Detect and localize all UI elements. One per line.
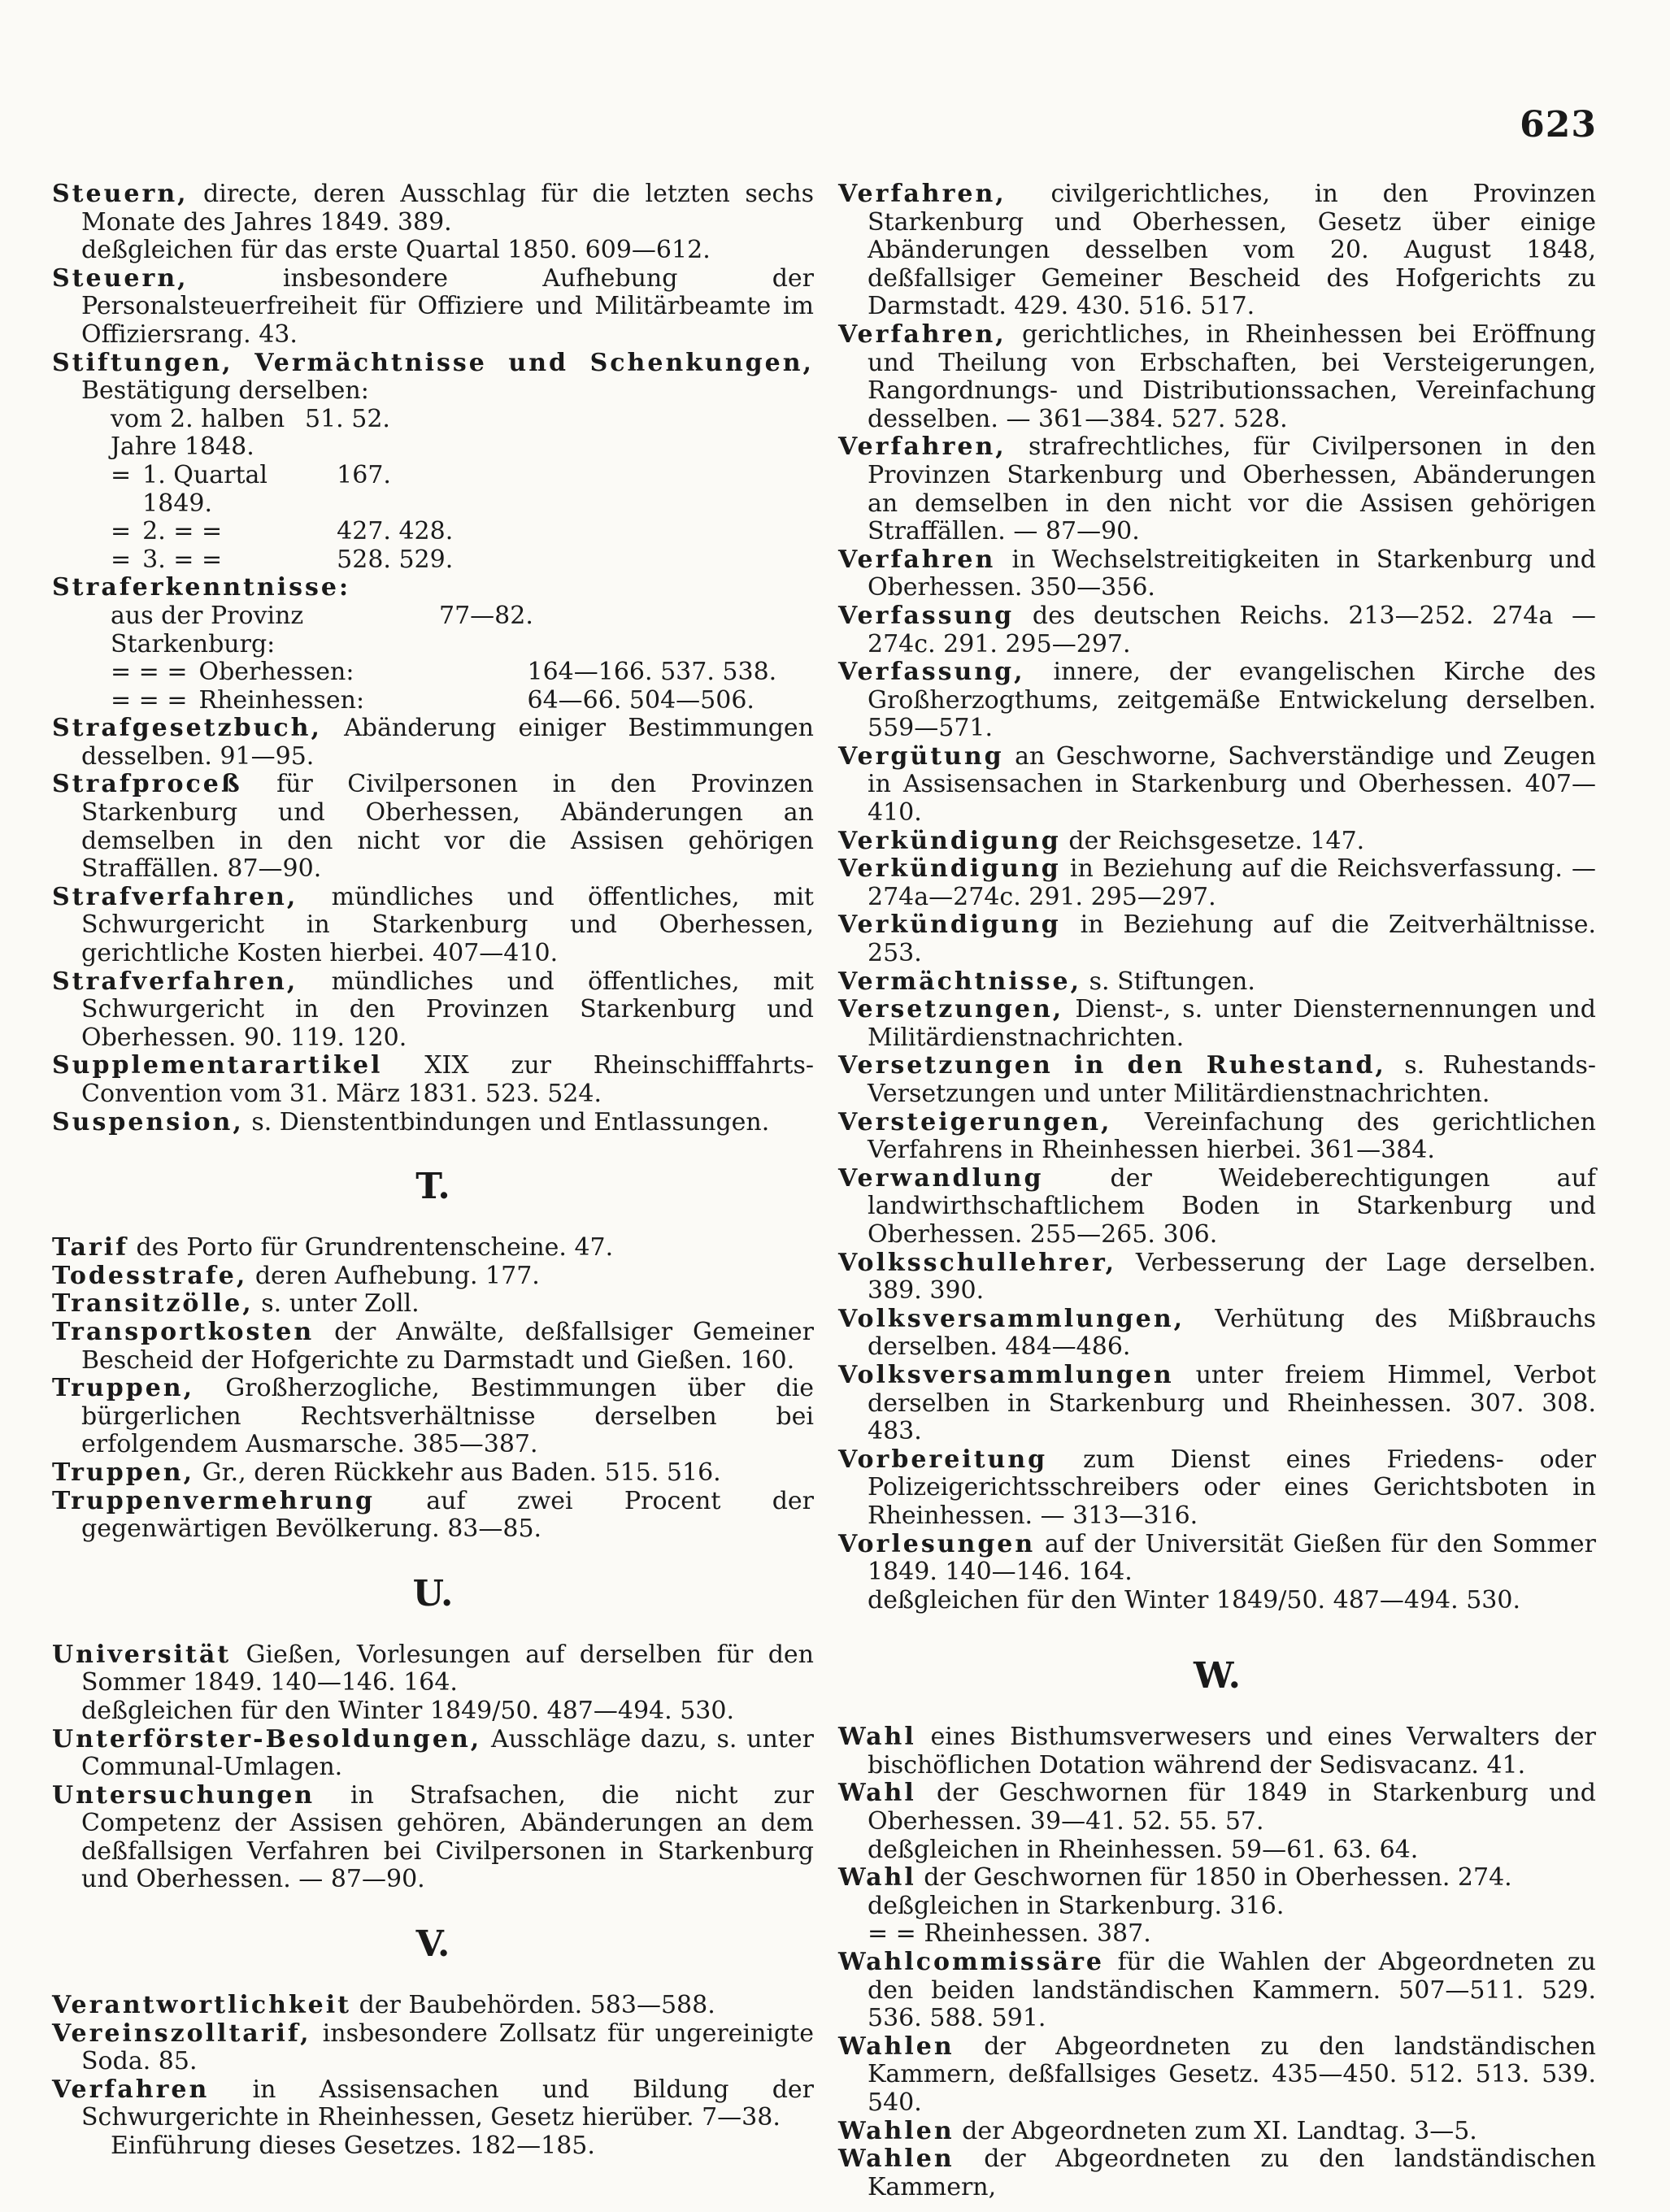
entry-text: eines Bisthumsverwesers und eines Verwalters der bischöflichen Dotation während der Sedisvacanz. 41. (868, 1723, 1596, 1780)
entry-continuation: deßgleichen in Rheinhessen. 59—61. 63. 64. (868, 1835, 1419, 1864)
entry-headword: Unterförster-Besoldungen, (52, 1724, 482, 1754)
index-entry (52, 1726, 814, 1782)
sub-entry-label: vom 2. halben Jahre 1848. (111, 404, 285, 462)
index-entry (838, 2033, 1596, 2118)
entry-headword: Vereinszolltarif, (52, 2019, 311, 2048)
entry-headword: Wahlen (838, 2116, 955, 2145)
entry-headword: Verfahren, (838, 432, 1007, 462)
ditto-marks: = (111, 460, 132, 489)
entry-continuation: deßgleichen für den Winter 1849/50. 487—494. 530. (868, 1585, 1520, 1614)
index-entry (52, 715, 814, 771)
entry-text: in Beziehung auf die Zeitverhältnisse. 253. (868, 910, 1596, 968)
sub-entry-pages: 167. (337, 460, 391, 489)
index-entry (52, 884, 814, 968)
entry-headword: Wahlcommissäre (838, 1948, 1104, 1977)
section-letter-u: U. (412, 1572, 454, 1614)
entry-headword: Suspension, (52, 1107, 244, 1136)
entry-headword: Untersuchungen (52, 1780, 315, 1810)
entry-text: gerichtliches, in Rheinhessen bei Eröffnung und Theilung von Erbschaften, bei Versteigerungen, Rangordnungs- und Distributionssachen, Vereinfachung desselben. — 361—384. 527. 528. (868, 319, 1596, 433)
entry-text: Verbesserung der Lage derselben. 389. 390. (868, 1248, 1596, 1306)
index-entry (838, 321, 1596, 433)
sub-entry-pages: 77—82. (439, 601, 533, 630)
index-entry (52, 574, 814, 602)
index-entry (838, 1165, 1596, 1249)
entry-continuation: deßgleichen in Starkenburg. 316. (868, 1891, 1285, 1920)
entry-text: XIX zur Rheinschifffahrts-Convention vom 31. März 1831. 523. 524. (81, 1051, 814, 1108)
index-entry (838, 1306, 1596, 1362)
entry-text: zum Dienst eines Friedens- oder Polizeigerichtsschreibers oder eines Gerichtsboten in Rheinhessen. — 313—316. (868, 1445, 1596, 1530)
index-entry (52, 1459, 814, 1488)
sub-entry-pages: 528. 529. (337, 545, 454, 574)
entry-headword: Verfassung (838, 601, 1015, 630)
entry-text: strafrechtliches, für Civilpersonen in den Provinzen Starkenburg und Oberhessen, Abänderungen an demselben in den nicht vor die Assisen gehörigen Straffällen. — 87—90. (868, 432, 1596, 546)
sub-entry (52, 518, 814, 546)
entry-headword: Verfahren (52, 2075, 210, 2104)
entry-headword: Transitzölle, (52, 1289, 254, 1319)
entry-text: innere, der evangelischen Kirche des Großherzogthums, zeitgemäße Entwickelung derselben. 559—571. (868, 658, 1596, 743)
entry-headword: Verfahren (838, 545, 996, 574)
entry-headword: Verwandlung (838, 1163, 1044, 1193)
entry-text: Abänderung einiger Bestimmungen desselben. 91—95. (81, 714, 814, 771)
entry-headword: Volksversammlungen, (838, 1304, 1185, 1333)
entry-headword: Versetzungen in den Ruhestand, (838, 1051, 1386, 1080)
index-entry (838, 433, 1596, 545)
page-number: 623 (1520, 104, 1597, 146)
entry-text: Gr., deren Rückkehr aus Baden. 515. 516. (194, 1458, 721, 1487)
sub-entry (52, 546, 814, 575)
entry-continuation: deßgleichen für den Winter 1849/50. 487—494. 530. (81, 1696, 734, 1725)
entry-headword: Verfahren, (838, 180, 1007, 208)
index-entry (838, 1362, 1596, 1446)
ditto-marks: = = = (111, 658, 188, 687)
index-entry (52, 1052, 814, 1108)
index-entry (838, 546, 1596, 602)
entry-text: in Beziehung auf die Reichsverfassung. — 274a—274c. 291. 295—297. (868, 854, 1596, 911)
entry-text: in Assisensachen und Bildung der Schwurgerichte in Rheinhessen, Gesetz hierüber. 7—38. (81, 2075, 814, 2132)
entry-headword: Supplementarartikel (52, 1051, 383, 1080)
entry-headword: Verfahren, (838, 319, 1007, 349)
section-letter-v: V. (415, 1923, 450, 1966)
index-entry (52, 1109, 814, 1137)
index-entry (52, 265, 814, 350)
entry-text: der Reichsgesetze. 147. (1060, 826, 1365, 855)
entry-text: unter freiem Himmel, Verbot derselben in Starkenburg und Rheinhessen. 307. 308. 483. (868, 1360, 1596, 1446)
entry-text: civilgerichtliches, in den Provinzen Starkenburg und Oberhessen, Gesetz über einige Abänderungen desselben vom 20. August 1848, deßfallsiger Gemeiner Bescheid des Hofgerichts zu Darmstadt. 429. 430. 516. 517. (868, 180, 1596, 321)
entry-text: insbesondere Zollsatz für ungereinigte Soda. 85. (81, 2019, 814, 2076)
entry-headword: Wahlen (838, 2032, 955, 2061)
entry-text: der Baubehörden. 583—588. (351, 1991, 715, 2020)
entry-text: des Porto für Grundrentenscheine. 47. (128, 1233, 614, 1262)
index-entry (838, 658, 1596, 743)
entry-text: s. Stiftungen. (1081, 967, 1255, 996)
index-entry (52, 1290, 814, 1319)
entry-text: Vereinfachung des gerichtlichen Verfahrens in Rheinhessen hierbei. 361—384. (868, 1107, 1596, 1165)
index-entry (52, 350, 814, 406)
section-letter-w: W. (1194, 1655, 1241, 1697)
sub-entry (52, 658, 814, 687)
index-entry (838, 911, 1596, 967)
entry-text: directe, deren Ausschlag für die letzten sechs Monate des Jahres 1849. 389. (81, 180, 814, 237)
entry-headword: Stiftungen, Vermächtnisse und Schenkungen, (52, 348, 814, 377)
entry-text: Dienst-, s. unter Diensternennungen und Militärdienstnachrichten. (868, 995, 1596, 1052)
entry-text: Verhütung des Mißbrauchs derselben. 484—486. (868, 1304, 1596, 1362)
index-entry (52, 1375, 814, 1459)
index-entry (838, 743, 1596, 828)
sub-entry-pages: 64—66. 504—506. (527, 685, 755, 715)
entry-headword: Truppen, (52, 1458, 195, 1487)
entry-continuation: Einführung dieses Gesetzes. 182—185. (111, 2132, 595, 2161)
index-entry (838, 1249, 1596, 1306)
index-entry (52, 2020, 814, 2076)
entry-continuation: = = Rheinhessen. 387. (868, 1919, 1151, 1949)
entry-headword: Vorlesungen (838, 1529, 1036, 1558)
sub-entry-label: 1. Quartal 1849. (142, 460, 267, 518)
index-entry (52, 1488, 814, 1544)
entry-headword: Versteigerungen, (838, 1107, 1112, 1136)
sub-entry (52, 462, 814, 518)
entry-text: des deutschen Reichs. 213—252. 274a — 274c. 291. 295—297. (868, 601, 1596, 658)
index-entry (52, 1641, 814, 1697)
left-column (52, 180, 814, 2161)
entry-continuation: deßgleichen für das erste Quartal 1850. 609—612. (81, 236, 711, 265)
index-entry (838, 1446, 1596, 1531)
section-letter-t: T. (415, 1166, 450, 1208)
entry-headword: Vorbereitung (838, 1445, 1048, 1474)
entry-headword: Verkündigung (838, 826, 1061, 855)
entry-text: an Geschworne, Sachverständige und Zeugen in Assisensachen in Starkenburg und Oberhessen. 407—410. (868, 741, 1596, 828)
entry-headword: Strafverfahren, (52, 882, 298, 911)
entry-headword: Volksversammlungen (838, 1360, 1174, 1389)
index-entry (838, 1780, 1596, 1836)
sub-entry-label: Oberhessen: (198, 658, 354, 687)
sub-entry-pages: 164—166. 537. 538. (527, 658, 777, 687)
index-entry (838, 968, 1596, 997)
sub-entry (52, 687, 814, 715)
entry-text: Bestätigung derselben: (81, 376, 369, 406)
entry-headword: Todesstrafe, (52, 1261, 248, 1290)
index-entry (838, 1949, 1596, 2033)
index-entry (838, 828, 1596, 856)
sub-entry (52, 602, 814, 658)
entry-text: auf zwei Procent der gegenwärtigen Bevölkerung. 83—85. (81, 1486, 814, 1544)
entry-headword: Wahl (838, 1723, 916, 1752)
index-entry (52, 771, 814, 883)
entry-text: auf der Universität Gießen für den Sommer 1849. 140—146. 164. (868, 1529, 1596, 1587)
index-entry (838, 2145, 1596, 2201)
entry-text: deren Aufhebung. 177. (247, 1261, 540, 1290)
entry-headword: Wahl (838, 1779, 916, 1808)
entry-text: s. Ruhestands-Versetzungen und unter Militärdienstnachrichten. (868, 1051, 1596, 1108)
entry-text: insbesondere Aufhebung der Personalsteuerfreiheit für Offiziere und Militärbeamte im Offiziersrang. 43. (81, 263, 814, 349)
entry-headword: Versetzungen, (838, 995, 1064, 1024)
sub-entry-label: Rheinhessen: (198, 685, 365, 715)
index-entry (838, 1052, 1596, 1108)
entry-text: Gießen, Vorlesungen auf derselben für den Sommer 1849. 140—146. 164. (81, 1640, 814, 1697)
entry-text: mündliches und öffentliches, mit Schwurgericht in Starkenburg und Oberhessen, gerichtliche Kosten hierbei. 407—410. (81, 882, 814, 968)
entry-headword: Steuern, (52, 180, 189, 208)
ditto-marks: = (111, 545, 132, 574)
entry-headword: Universität (52, 1640, 232, 1669)
index-entry (838, 855, 1596, 911)
entry-text: s. unter Zoll. (253, 1289, 420, 1319)
index-entry (52, 1262, 814, 1291)
entry-headword: Verfassung, (838, 658, 1025, 687)
sub-entry-label: 2. = = (142, 517, 223, 546)
entry-text: in Wechselstreitigkeiten in Starkenburg und Oberhessen. 350—356. (868, 545, 1596, 602)
index-entry (52, 1992, 814, 2020)
entry-headword: Strafverfahren, (52, 967, 298, 996)
entry-text: für die Wahlen der Abgeordneten zu den beiden landständischen Kammern. 507—511. 529. 536. 588. 591. (868, 1948, 1596, 2033)
index-entry (52, 2076, 814, 2132)
entry-headword: Vergütung (838, 741, 1004, 771)
entry-text: in Strafsachen, die nicht zur Competenz der Assisen gehören, Abänderungen an dem deßfallsigen Verfahren bei Civilpersonen in Starkenburg und Oberhessen. — 87—90. (81, 1780, 814, 1894)
index-entry (52, 1234, 814, 1262)
index-entry (52, 180, 814, 237)
entry-text: der Geschwornen für 1850 in Oberhessen. 274. (915, 1863, 1512, 1893)
right-column (838, 180, 1596, 2201)
entry-headword: Verkündigung (838, 854, 1061, 884)
entry-headword: Truppenvermehrung (52, 1486, 375, 1515)
entry-headword: Strafgesetzbuch, (52, 714, 322, 743)
index-entry (838, 1531, 1596, 1587)
index-entry (52, 1782, 814, 1894)
ditto-marks: = = = (111, 685, 188, 715)
entry-headword: Strafproceß (52, 770, 242, 799)
index-entry (838, 2118, 1596, 2146)
entry-text: mündliches und öffentliches, mit Schwurgericht in den Provinzen Starkenburg und Oberhessen. 90. 119. 120. (81, 967, 814, 1052)
entry-text: der Abgeordneten zum XI. Landtag. 3—5. (954, 2116, 1477, 2145)
index-entry (838, 602, 1596, 658)
entry-headword: Verkündigung (838, 910, 1061, 940)
entry-headword: Truppen, (52, 1374, 195, 1403)
entry-headword: Transportkosten (52, 1317, 315, 1346)
entry-text: der Abgeordneten zu den landständischen Kammern, deßfallsiges Gesetz. 435—450. 512. 513. 539. 540. (868, 2032, 1596, 2117)
entry-headword: Wahl (838, 1863, 916, 1893)
index-entry (838, 1109, 1596, 1165)
ditto-marks: = (111, 517, 132, 546)
entry-text: Großherzogliche, Bestimmungen über die bürgerlichen Rechtsverhältnisse derselben bei erfolgendem Ausmarsche. 385—387. (81, 1374, 814, 1459)
entry-headword: Vermächtnisse, (838, 967, 1082, 996)
entry-text: s. Dienstentbindungen und Entlassungen. (243, 1107, 770, 1136)
index-entry (838, 180, 1596, 321)
sub-entry (52, 406, 814, 462)
entry-text: der Anwälte, deßfallsiger Gemeiner Bescheid der Hofgerichte zu Darmstadt und Gießen. 160. (81, 1317, 814, 1375)
sub-entry-label: 3. = = (142, 545, 223, 574)
entry-headword: Tarif (52, 1233, 128, 1262)
sub-entry-pages: 427. 428. (337, 517, 454, 546)
entry-text: der Geschwornen für 1849 in Starkenburg und Oberhessen. 39—41. 52. 55. 57. (868, 1779, 1596, 1836)
index-entry (52, 1319, 814, 1375)
index-entry (838, 996, 1596, 1052)
index-entry (838, 1723, 1596, 1780)
entry-text: Ausschläge dazu, s. unter Communal-Umlagen. (81, 1724, 814, 1782)
entry-headword: Steuern, (52, 263, 189, 293)
entry-headword: Wahlen (838, 2145, 955, 2174)
sub-entry-label: aus der Provinz Starkenburg: (111, 601, 304, 658)
sub-entry-pages: 51. 52. (305, 404, 390, 433)
entry-text: für Civilpersonen in den Provinzen Starkenburg und Oberhessen, Abänderungen an demselben in den nicht vor die Assisen gehörigen Straffällen. 87—90. (81, 770, 814, 884)
entry-text: der Abgeordneten zu den landständischen Kammern, (868, 2145, 1596, 2201)
entry-headword: Volksschullehrer, (838, 1248, 1117, 1277)
entry-headword: Verantwortlichkeit (52, 1991, 352, 2020)
entry-headword: Straferkenntnisse: (52, 573, 351, 602)
index-entry (52, 968, 814, 1053)
index-entry (838, 1864, 1596, 1893)
entry-text: der Weideberechtigungen auf landwirthschaftlichem Boden in Starkenburg und Oberhessen. 255—265. 306. (868, 1163, 1596, 1249)
